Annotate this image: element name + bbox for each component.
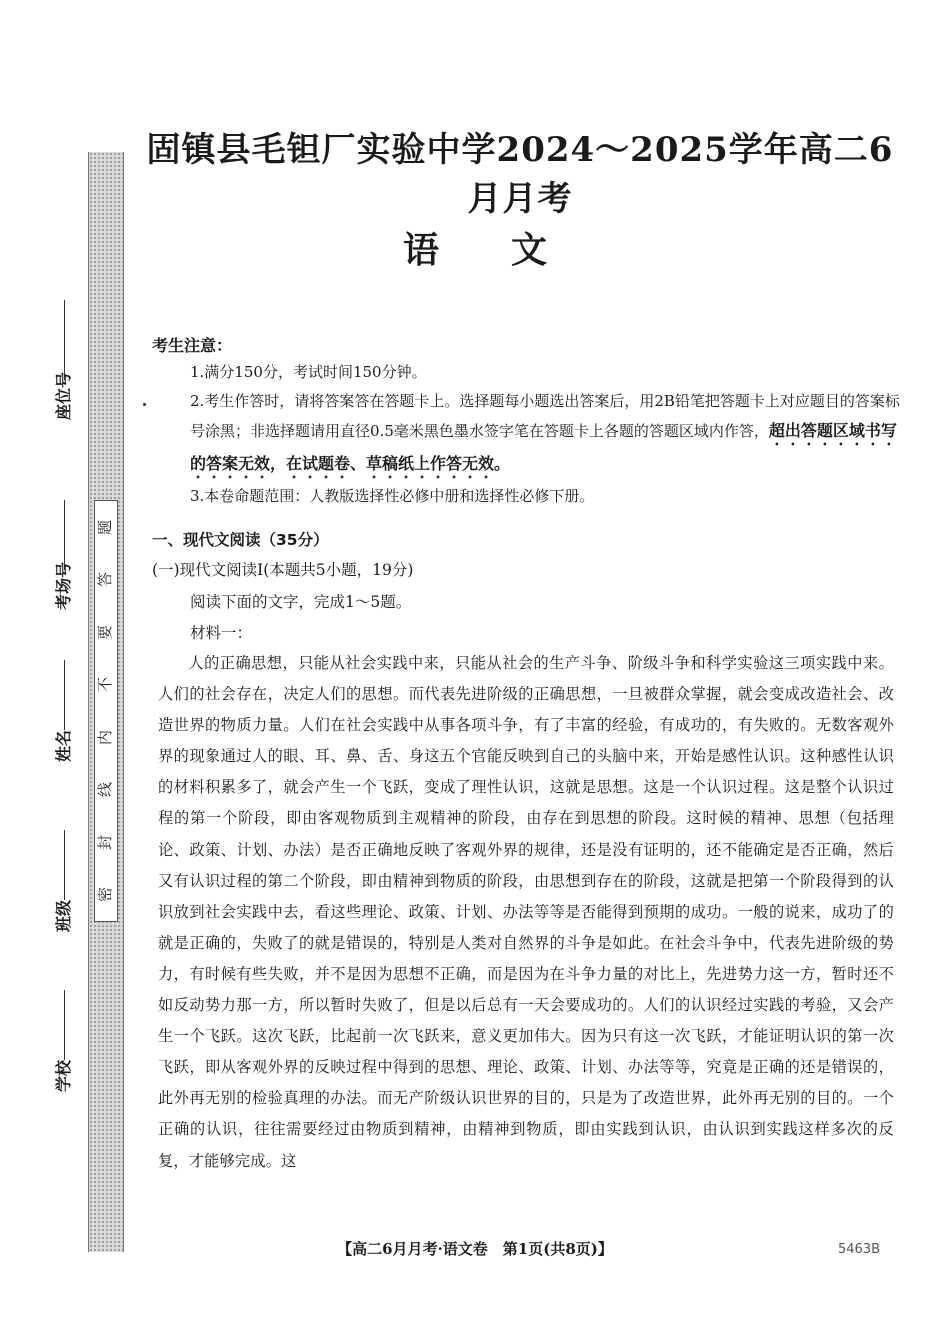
subsection-title: (一)现代文阅读Ⅰ(本题共5小题，19分)	[152, 561, 414, 579]
exam-room-field[interactable]	[52, 500, 76, 611]
seal-char: 要	[96, 624, 115, 640]
seal-line-notice	[94, 500, 118, 922]
student-info-fields	[52, 300, 76, 1100]
seal-char: 线	[96, 782, 115, 798]
material-passage	[158, 648, 894, 1177]
section-title: 一、现代文阅读（35分）	[152, 531, 329, 549]
seal-char: 封	[96, 834, 115, 850]
paper-code: 5463B	[838, 1242, 881, 1257]
exam-room-label: 考场号	[54, 561, 74, 611]
seal-char: 密	[96, 887, 115, 903]
note-item: 1.满分150分，考试时间150分钟。	[190, 363, 427, 381]
page-footer: 【高二6月月考·语文卷 第1页(共8页)】	[337, 1240, 613, 1258]
note-item: 3.本卷命题范围：人教版选择性必修中册和选择性必修下册。	[190, 487, 595, 505]
reading-instruction: 阅读下面的文字，完成1～5题。	[190, 593, 412, 611]
subject-title: 语文	[402, 230, 619, 271]
seal-char: 内	[96, 729, 115, 745]
note-text: 2.考生作答时，请将答案答在答题卡上。选择题每小题选出答案后，用2B铅笔把答题卡上对应题目的答案标号涂黑；非选择题请用直径0.5毫米黑色墨水签字笔在答题卡上各题的答题区域内作答，	[190, 392, 900, 440]
note-emphasis: 超出答题区域书写的答案无效，在试题卷、草稿纸上作答无效。	[190, 421, 897, 473]
school-label: 学校	[54, 1059, 74, 1093]
exam-notes	[190, 358, 900, 511]
class-field[interactable]	[52, 830, 76, 933]
seat-number-label: 座位号	[54, 371, 74, 421]
stray-dot	[143, 403, 146, 406]
name-field[interactable]	[52, 660, 76, 763]
name-label: 姓名	[54, 729, 74, 763]
class-label: 班级	[54, 899, 74, 933]
notes-heading: 考生注意：	[152, 336, 233, 355]
seal-char: 不	[96, 677, 115, 693]
seal-char: 题	[96, 519, 115, 535]
seat-number-field[interactable]	[52, 300, 76, 421]
exam-title: 固镇县毛钽厂实验中学2024～2025学年高二6月月考	[146, 130, 894, 219]
seal-char: 答	[96, 572, 115, 588]
material-label: 材料一：	[190, 624, 253, 642]
note-item	[190, 387, 900, 482]
passage-paragraph: 人的正确思想，只能从社会实践中来，只能从社会的生产斗争、阶级斗争和科学实验这三项实践中来。人们的社会存在，决定人们的思想。而代表先进阶级的正确思想，一旦被群众掌握，就会变成改造社会、改造世界的物质力量。人们在社会实践中从事各项斗争，有了丰富的经验，有成功的，有失败的。无数客观外界的现象通过人的眼、耳、鼻、舌、身这五个官能反映到自己的头脑中来，开始是感性认识。这种感性认识的材料积累多了，就会产生一个飞跃，变成了理性认识，这就是思想。这是一个认识过程。这是整个认识过程的第一个阶段，即由客观物质到主观精神的阶段，由存在到思想的阶段。这时候的精神、思想（包括理论、政策、计划、办法）是否正确地反映了客观外界的规律，还是没有证明的，还不能确定是否正确，然后又有认识过程的第二个阶段，即由精神到物质的阶段，由思想到存在的阶段，这就是把第一个阶段得到的认识放到社会实践中去，看这些理论、政策、计划、办法等等是否能得到预期的成功。一般的说来，成功了的就是正确的，失败了的就是错误的，特别是人类对自然界的斗争是如此。在社会斗争中，代表先进阶级的势力，有时候有些失败，并不是因为思想不正确，而是因为在斗争力量的对比上，先进势力这一方，暂时还不如反动势力那一方，所以暂时失败了，但是以后总有一天会要成功的。人们的认识经过实践的考验，又会产生一个飞跃。这次飞跃，比起前一次飞跃来，意义更加伟大。因为只有这一次飞跃，才能证明认识的第一次飞跃，即从客观外界的反映过程中得到的思想、理论、政策、计划、办法等等，究竟是正确的还是错误的，此外再无别的检验真理的办法。而无产阶级认识世界的目的，只是为了改造世界，此外再无别的目的。一个正确的认识，往往需要经过由物质到精神，由精神到物质，即由实践到认识，由认识到实践这样多次的反复，才能够完成。这	[158, 654, 894, 1170]
school-field[interactable]	[52, 990, 76, 1093]
